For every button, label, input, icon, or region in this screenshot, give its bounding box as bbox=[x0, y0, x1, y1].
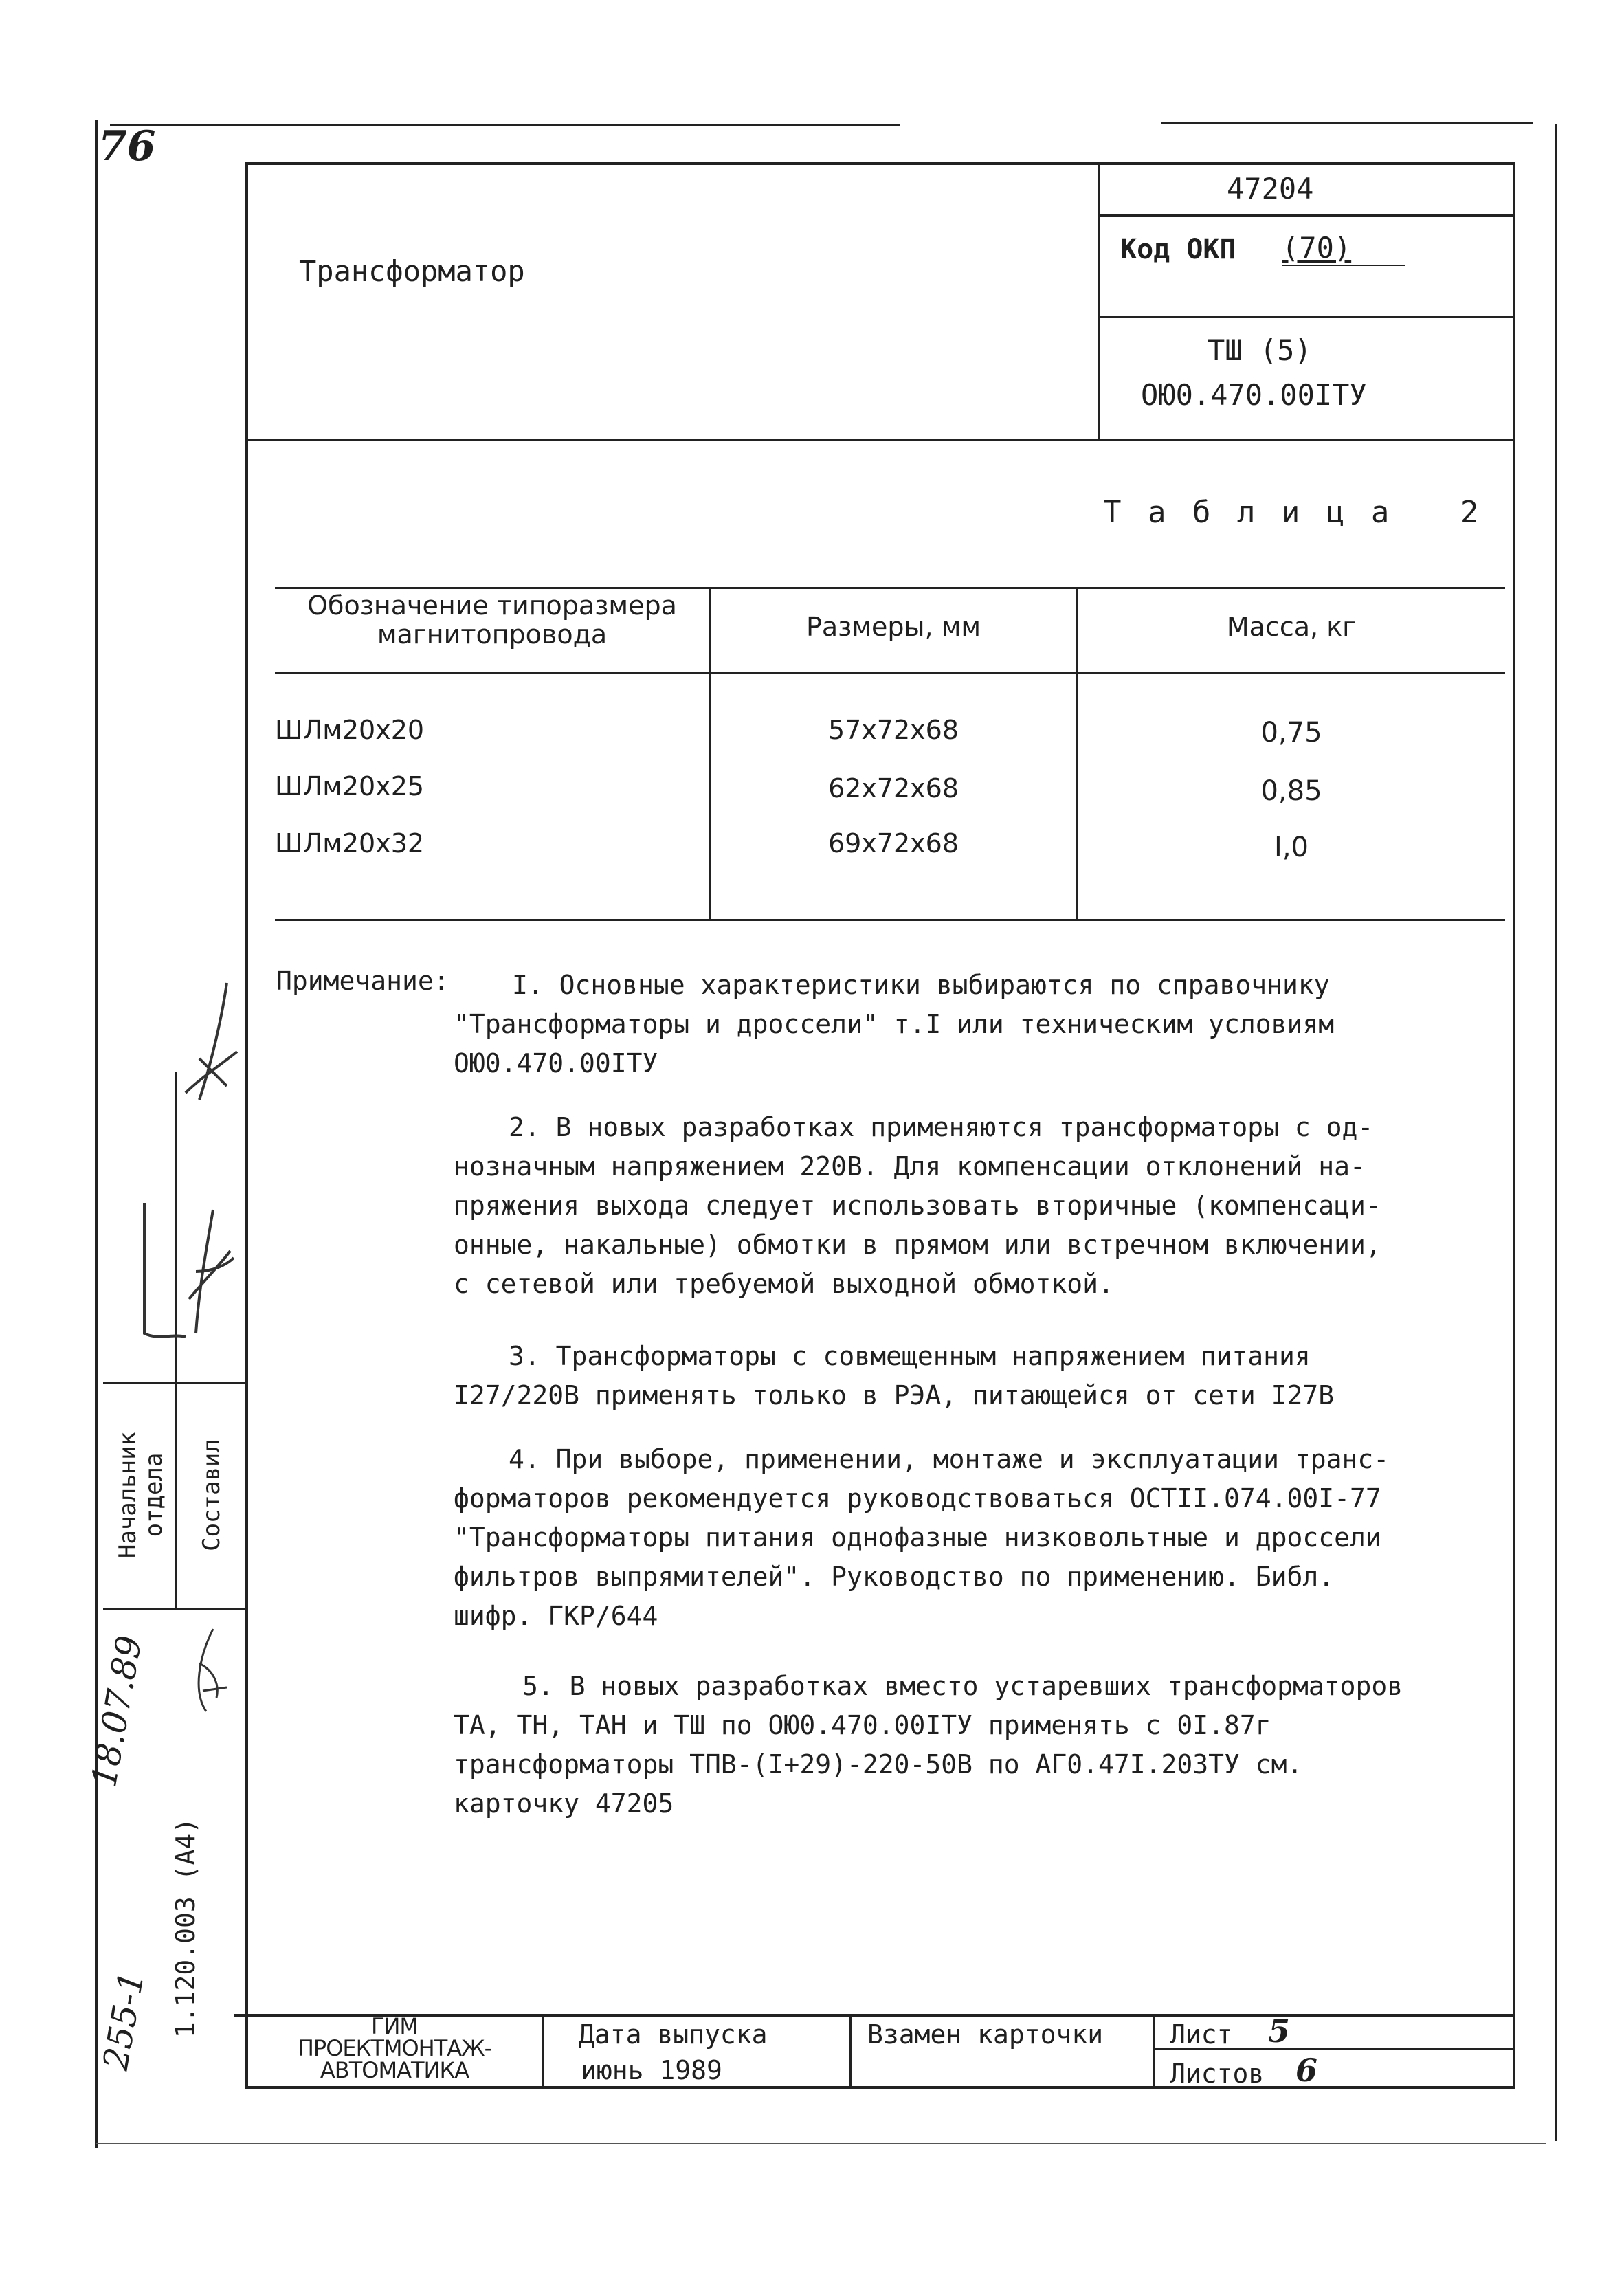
note-item-2 bbox=[454, 1108, 1381, 1304]
note-line: трансформаторы ТПВ-(I+29)-220-50В по АГ0.47I.203ТУ см. bbox=[454, 1749, 1303, 1779]
note-label: Примечание: bbox=[276, 966, 449, 996]
head-label-box bbox=[107, 1388, 175, 1601]
corner-mark: 76 bbox=[98, 122, 156, 170]
spec-number: ОЮ0.470.00IТУ bbox=[1141, 378, 1367, 412]
org-name bbox=[247, 2015, 542, 2081]
row-mass: 0,85 bbox=[1260, 775, 1322, 807]
column-header-size: Размеры, мм bbox=[805, 612, 981, 642]
head-label-line: Начальник bbox=[114, 1431, 142, 1559]
row-size: 57х72х68 bbox=[827, 715, 959, 745]
table-caption: Т а б л и ц а 2 bbox=[1103, 495, 1483, 530]
note-line: онные, накальные) обмотки в прямом или встречном включении, bbox=[454, 1230, 1381, 1260]
side-date: 18.07.89 bbox=[84, 1632, 150, 1790]
header-divider bbox=[245, 439, 1513, 441]
release-label: Дата выпуска bbox=[579, 2019, 768, 2050]
note-line: I. Основные характеристики выбираются по справочнику bbox=[512, 970, 1330, 1000]
header-vertical bbox=[1098, 162, 1100, 441]
okp-label: Код ОКП bbox=[1120, 234, 1236, 265]
note-line: с сетевой или требуемой выходной обмоткой. bbox=[454, 1269, 1114, 1299]
table-bottom-rule bbox=[275, 919, 1505, 921]
row-mass: 0,75 bbox=[1260, 717, 1322, 749]
head-label-line: отдела bbox=[140, 1452, 168, 1538]
sheets-value: 6 bbox=[1295, 2052, 1318, 2089]
sheet-value: 5 bbox=[1268, 2013, 1291, 2050]
author-label: Составил bbox=[198, 1439, 225, 1551]
org-line: ПРОЕКТМОНТАЖ- bbox=[297, 2035, 492, 2061]
note-line: форматоров рекомендуется руководствоваться ОСТII.074.00I-77 bbox=[454, 1483, 1381, 1514]
column-header-type: Обозначение типоразмера магнитопровода bbox=[307, 590, 677, 650]
sheet-label: Лист bbox=[1170, 2019, 1233, 2050]
note-line: 5. В новых разработках вместо устаревших трансформаторов bbox=[522, 1671, 1403, 1701]
row-mass: I,0 bbox=[1274, 832, 1309, 863]
column-header-mass: Масса, кг bbox=[1226, 612, 1357, 642]
signature-marks bbox=[117, 976, 254, 1388]
note-line: ОЮ0.470.00IТУ bbox=[454, 1048, 658, 1078]
side-code: 255-1 bbox=[95, 1968, 153, 2074]
header-line-2 bbox=[1098, 316, 1513, 318]
page-top-edge-right bbox=[1161, 122, 1533, 124]
table-header-rule bbox=[275, 672, 1505, 674]
row-type: ШЛм20х32 bbox=[275, 828, 425, 858]
note-line: 3. Трансформаторы с совмещенным напряжением питания bbox=[509, 1341, 1311, 1371]
product-type: ТШ (5) bbox=[1208, 333, 1312, 367]
org-line: ГИМ bbox=[370, 2013, 419, 2039]
row-type: ШЛм20х25 bbox=[275, 771, 425, 801]
side-rule-bottom bbox=[103, 1608, 247, 1610]
author-signature bbox=[179, 1622, 241, 1746]
release-value: июнь 1989 bbox=[581, 2055, 722, 2085]
note-item-1 bbox=[454, 966, 1334, 1083]
footer-divider-1 bbox=[542, 2014, 544, 2086]
note-line: "Трансформаторы и дроссели" т.I или техническим условиям bbox=[454, 1009, 1335, 1039]
page-left-edge bbox=[95, 120, 98, 2148]
page-top-edge bbox=[110, 124, 900, 126]
row-size: 69х72х68 bbox=[827, 828, 959, 858]
row-type: ШЛм20х20 bbox=[275, 715, 425, 745]
note-item-3 bbox=[454, 1337, 1334, 1415]
okp-underline bbox=[1282, 265, 1405, 266]
row-size: 62х72х68 bbox=[827, 773, 959, 803]
note-line: 2. В новых разработках применяются трансформаторы с од- bbox=[509, 1112, 1374, 1142]
side-stamp: 1.120.003 (A4) bbox=[170, 1817, 201, 2039]
page-right-edge bbox=[1555, 124, 1557, 2141]
note-line: фильтров выпрямителей". Руководство по применению. Библ. bbox=[454, 1562, 1335, 1592]
note-line: I27/220В применять только в РЭА, питающейся от сети I27В bbox=[454, 1380, 1335, 1410]
note-line: 4. При выборе, применении, монтаже и эксплуатации транс- bbox=[509, 1444, 1390, 1474]
author-label-box bbox=[177, 1388, 246, 1601]
note-line: ТА, ТН, ТАН и ТШ по ОЮ0.470.00IТУ применять с 0I.87г bbox=[454, 1710, 1271, 1740]
table-top-rule bbox=[275, 587, 1505, 589]
header-line-1 bbox=[1098, 214, 1513, 217]
sheets-label: Листов bbox=[1170, 2059, 1265, 2089]
side-date-box bbox=[76, 1629, 158, 1794]
note-line: "Трансформаторы питания однофазные низковольтные и дроссели bbox=[454, 1522, 1381, 1553]
note-line: пряжения выхода следует использовать вторичные (компенсаци- bbox=[454, 1190, 1381, 1221]
note-line: карточку 47205 bbox=[454, 1788, 674, 1819]
replace-label: Взамен карточки bbox=[867, 2019, 1104, 2050]
note-item-5 bbox=[454, 1667, 1403, 1823]
footer-divider-2 bbox=[849, 2014, 852, 2086]
note-item-4 bbox=[454, 1440, 1389, 1636]
side-code-box bbox=[89, 1955, 158, 2086]
okp-value: (70) bbox=[1282, 231, 1352, 265]
product-title: Трансформатор bbox=[299, 254, 525, 288]
card-number: 47204 bbox=[1227, 172, 1314, 206]
org-line: АВТОМАТИКА bbox=[320, 2057, 469, 2083]
page-bottom-edge bbox=[96, 2143, 1546, 2144]
note-line: нозначным напряжением 220В. Для компенсации отклонений на- bbox=[454, 1151, 1366, 1182]
side-stamp-box bbox=[155, 1815, 216, 2041]
note-line: шифр. ГКР/644 bbox=[454, 1601, 658, 1631]
